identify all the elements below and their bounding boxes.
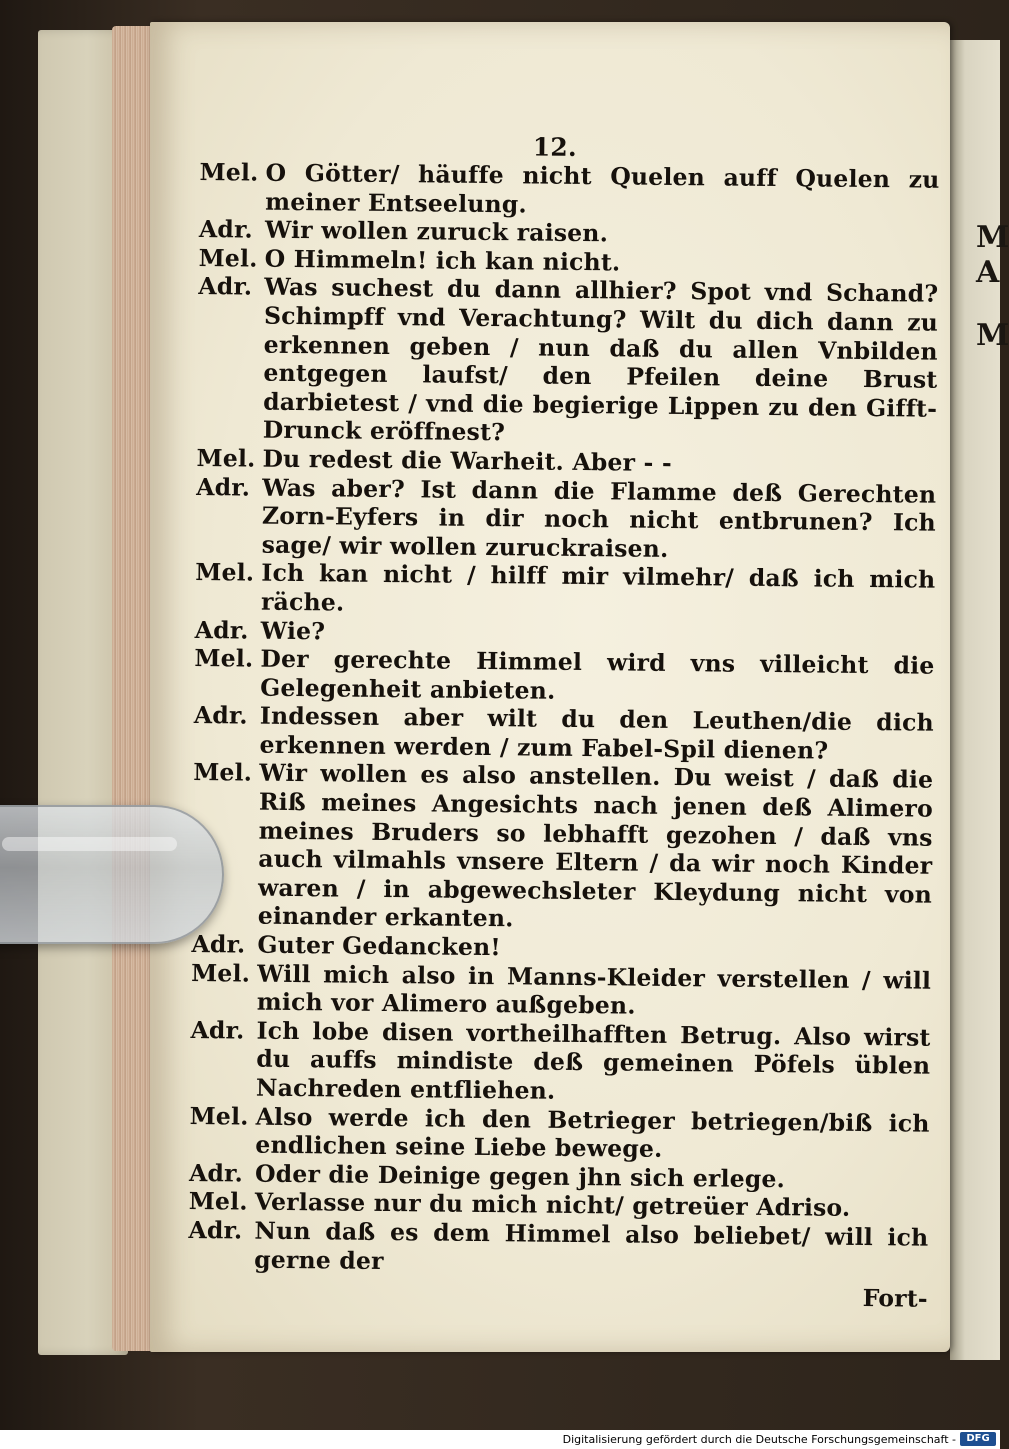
speaker: Mel.: [193, 758, 253, 788]
speaker: Adr.: [190, 1015, 245, 1045]
speaker: Mel.: [198, 243, 258, 273]
dialogue-entry: [199, 158, 940, 223]
facing-page-fragment: A: [976, 255, 1000, 290]
page-number: 12.: [532, 132, 578, 162]
dialogue-entry: [194, 644, 935, 709]
speech: Also werde ich den Betrieger betriegen/biß ich endlichen seine Liebe bewege.: [255, 1102, 930, 1164]
speaker: Adr.: [191, 929, 246, 959]
speech: Will mich also in Manns-Kleider verstellen / will mich vor Alimero außgeben.: [256, 959, 932, 1020]
speaker: Mel.: [199, 157, 259, 187]
facing-page-fragment: M: [976, 318, 1009, 353]
catchword: Fort-: [862, 1284, 928, 1313]
speech: Nun daß es dem Himmel also beliebet/ will ich gerne der: [254, 1216, 929, 1275]
speaker: Mel.: [188, 1187, 248, 1216]
speaker: Adr.: [194, 615, 249, 645]
speech: Wir wollen zuruck raisen.: [264, 215, 609, 248]
dialogue-entry: [193, 701, 934, 766]
speaker: Mel.: [189, 1101, 249, 1131]
dialogue-entry: [196, 473, 937, 567]
speech: Du redest die Warheit. Aber - -: [262, 444, 673, 477]
speech: Was aber? Ist dann die Flamme deß Gerechten Zorn-Eyfers in dir noch nicht entbrunen? Ich sage/ wir wollen zuruckraisen.: [261, 473, 937, 563]
footer-bar: [0, 1430, 1000, 1449]
dialogue-entry: [190, 1016, 931, 1110]
speaker: Mel.: [196, 443, 256, 473]
speaker: Adr.: [193, 701, 248, 730]
speaker: Adr.: [196, 472, 251, 502]
speech: Wir wollen es also anstellen. Du weist / daß die Riß meines Angesichts nach jenen deß Alimero meines Bruders so lebhafft gezohen / daß vns auch vilmahls vnsere Eltern / da wir noch Kinder waren / in abgewechsleter Kleydung nicht von einander erkanten.: [257, 759, 934, 933]
speech: Oder die Deinige gegen jhn sich erlege.: [254, 1159, 786, 1193]
clip-highlight: [2, 837, 177, 851]
speech: Guter Gedancken!: [257, 930, 502, 962]
speech: Was suchest du dann allhier? Spot vnd Schand? Schimpff vnd Verachtung? Wilt du dich dann zu erkennen geben / nun daß du allen Vnbilden entgegen laufst/ den Pfeilen deine Brust darbietest / vnd die begierige Lippen zu den Gifft-Drunck eröffnest?: [262, 273, 939, 447]
page-text: [188, 130, 940, 1313]
speaker: Mel.: [195, 558, 255, 587]
dialogue-entry: [191, 959, 932, 1024]
speaker: Mel.: [191, 958, 251, 988]
speech: O Götter/ häuffe nicht Quelen auff Quelen zu meiner Entseelung.: [265, 158, 940, 219]
speech: Wie?: [260, 616, 326, 645]
dialogue-entry: [197, 272, 939, 451]
facing-page-fragment: M: [976, 220, 1009, 255]
footer-credit: Digitalisierung gefördert durch die Deutsche Forschungsgemeinschaft -: [562, 1433, 956, 1446]
speech: O Himmeln! ich kan nicht.: [264, 244, 621, 277]
speaker: Adr.: [188, 1215, 243, 1245]
facing-page-edge: [950, 40, 1009, 1360]
speaker: Adr.: [198, 272, 253, 301]
speech: Ich kan nicht / hilff mir vilmehr/ daß ich mich räche.: [260, 558, 936, 617]
page-holder-clip: [0, 805, 224, 944]
speaker: Adr.: [188, 1158, 244, 1188]
speaker: Mel.: [194, 644, 254, 673]
speech: Verlasse nur du mich nicht/ getreüer Adriso.: [254, 1188, 851, 1223]
speech: Der gerechte Himmel wird vns villeicht die Gelegenheit anbieten.: [260, 644, 935, 705]
speech: Ich lobe disen vortheilhafften Betrug. Also wirst du auffs mindiste deß gemeinen Pöfels üblen Nachreden entfliehen.: [255, 1016, 931, 1105]
dialogue-entry: [188, 1216, 929, 1281]
speaker: Adr.: [198, 215, 253, 244]
dfg-logo: DFG: [960, 1432, 996, 1446]
speech: Indessen aber wilt du den Leuthen/die dich erkennen werden / zum Fabel-Spil dienen?: [259, 701, 934, 765]
dialogue-entry: [192, 758, 934, 937]
dialogue-entry: [195, 558, 936, 623]
dialogue-entry: [189, 1102, 930, 1167]
